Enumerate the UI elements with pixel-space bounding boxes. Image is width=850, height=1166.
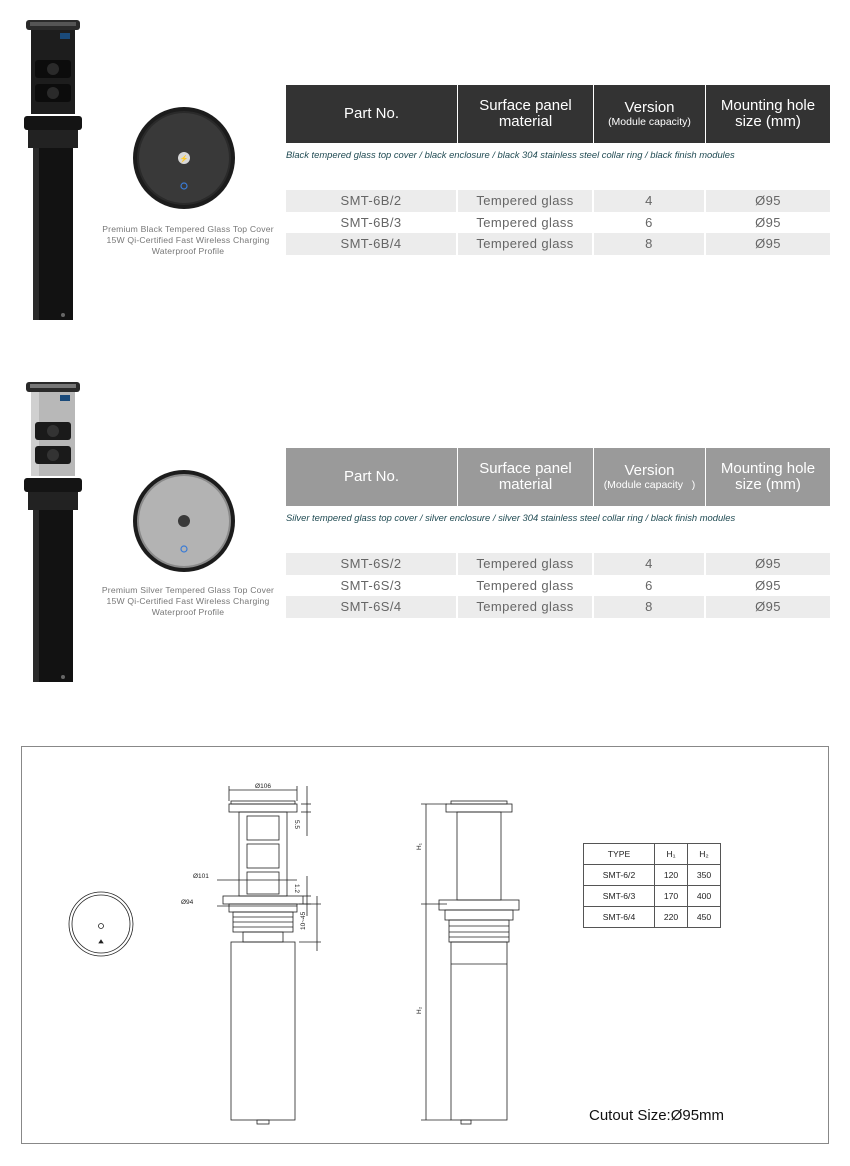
dim-d101: Ø101: [193, 873, 209, 880]
material-cell: Tempered glass: [458, 212, 594, 234]
dim-d106: Ø106: [255, 783, 271, 790]
dim-d94: Ø94: [181, 899, 194, 906]
black-glass-cover-image: [132, 106, 236, 210]
cutout-size-label: Cutout Size:Ø95mm: [589, 1107, 725, 1124]
table-row: [286, 596, 830, 618]
caption-line: Premium Silver Tempered Glass Top Cover: [101, 585, 275, 595]
material-cell: Tempered glass: [458, 233, 594, 255]
header-h1: H₁: [655, 844, 688, 865]
hole-size-cell: Ø95: [755, 214, 781, 230]
h1-cell: 220: [655, 907, 688, 928]
version-cell: 8: [594, 596, 706, 618]
header-h2: H₂: [688, 844, 721, 865]
caption-line: 15W Qi-Certified Fast Wireless Charging: [106, 235, 270, 245]
header-part-no: Part No.: [286, 85, 458, 143]
caption-line: Premium Black Tempered Glass Top Cover: [102, 224, 274, 234]
table-header-row: [584, 844, 721, 865]
version-cell: 8: [594, 233, 706, 255]
material-cell: Tempered glass: [458, 575, 594, 597]
table-row: [584, 886, 721, 907]
type-cell: SMT-6/3: [584, 886, 655, 907]
material-cell: Tempered glass: [458, 596, 594, 618]
caption-line: Waterproof Profile: [151, 607, 225, 617]
top-view-drawing: [69, 892, 133, 956]
part-no-cell: SMT-6B/2: [286, 190, 458, 212]
header-version: Version (Module capacity): [594, 85, 706, 143]
hole-size-cell: Ø95: [706, 190, 830, 212]
caption-line: 15W Qi-Certified Fast Wireless Charging: [106, 596, 270, 606]
version-cell: 4: [594, 553, 706, 575]
spec-header-row: [286, 85, 830, 143]
spec-note: Black tempered glass top cover / black enclosure / black 304 stainless steel collar ring / black finish modules: [286, 149, 735, 160]
caption-line: Waterproof Profile: [151, 246, 225, 256]
drawing-dimension-labels: [181, 783, 423, 1014]
hole-size-cell: Ø95: [755, 577, 781, 593]
header-mounting-hole: Mounting hole size (mm): [720, 97, 816, 130]
table-row: [286, 553, 830, 575]
material-cell: Tempered glass: [458, 190, 594, 212]
side-elevation-drawing: [421, 801, 519, 1124]
part-no-cell: SMT-6S/4: [286, 596, 458, 618]
spec-rows: [286, 553, 830, 618]
table-row: [584, 907, 721, 928]
front-elevation-drawing: [217, 786, 321, 1124]
silver-popup-socket-image: [22, 382, 88, 684]
header-mounting-hole: Mounting hole size (mm): [720, 460, 816, 493]
hole-size-cell: Ø95: [706, 233, 830, 255]
h2-cell: 350: [688, 865, 721, 886]
dim-h55: 5.5: [293, 820, 300, 830]
spec-header-row: [286, 448, 830, 506]
h2-cell: 450: [688, 907, 721, 928]
dim-h1045: 10~45: [300, 911, 307, 930]
table-row: [286, 233, 830, 255]
part-no-cell: SMT-6B/4: [286, 233, 458, 255]
table-row: [286, 190, 830, 212]
table-row: [584, 865, 721, 886]
header-surface-material: Surface panel material: [458, 85, 594, 143]
h1-cell: 170: [655, 886, 688, 907]
black-product-caption: [98, 224, 278, 257]
spec-note: Silver tempered glass top cover / silver enclosure / silver 304 stainless steel collar ring / black finish modules: [286, 512, 736, 523]
version-cell: 4: [594, 190, 706, 212]
table-row: [286, 575, 830, 597]
header-type: TYPE: [584, 844, 655, 865]
type-cell: SMT-6/2: [584, 865, 655, 886]
type-cell: SMT-6/4: [584, 907, 655, 928]
svg-text:⚡: ⚡: [179, 156, 189, 163]
h2-cell: 400: [688, 886, 721, 907]
hole-size-cell: Ø95: [706, 553, 830, 575]
dim-h1: H₁: [416, 843, 423, 850]
part-no-cell: SMT-6S/3: [286, 575, 458, 597]
drawing-type-table: [583, 843, 721, 928]
material-cell: Tempered glass: [458, 553, 594, 575]
dim-h2: H₂: [416, 1006, 423, 1014]
part-no-cell: SMT-6S/2: [286, 553, 458, 575]
table-row: [286, 212, 830, 234]
black-popup-socket-image: [22, 20, 88, 322]
version-cell: 6: [594, 575, 706, 597]
silver-product-caption: [98, 585, 278, 618]
header-surface-material: Surface panel material: [458, 448, 594, 506]
hole-size-cell: Ø95: [706, 596, 830, 618]
silver-glass-cover-image: [132, 469, 236, 573]
part-no-cell: SMT-6B/3: [286, 212, 458, 234]
dim-h12: 1.2: [293, 884, 300, 894]
header-part-no: Part No.: [286, 448, 458, 506]
technical-drawing: [21, 746, 829, 1144]
spec-rows: [286, 190, 830, 255]
header-version: Version (Module capacity ): [594, 448, 706, 506]
version-cell: 6: [594, 212, 706, 234]
h1-cell: 120: [655, 865, 688, 886]
